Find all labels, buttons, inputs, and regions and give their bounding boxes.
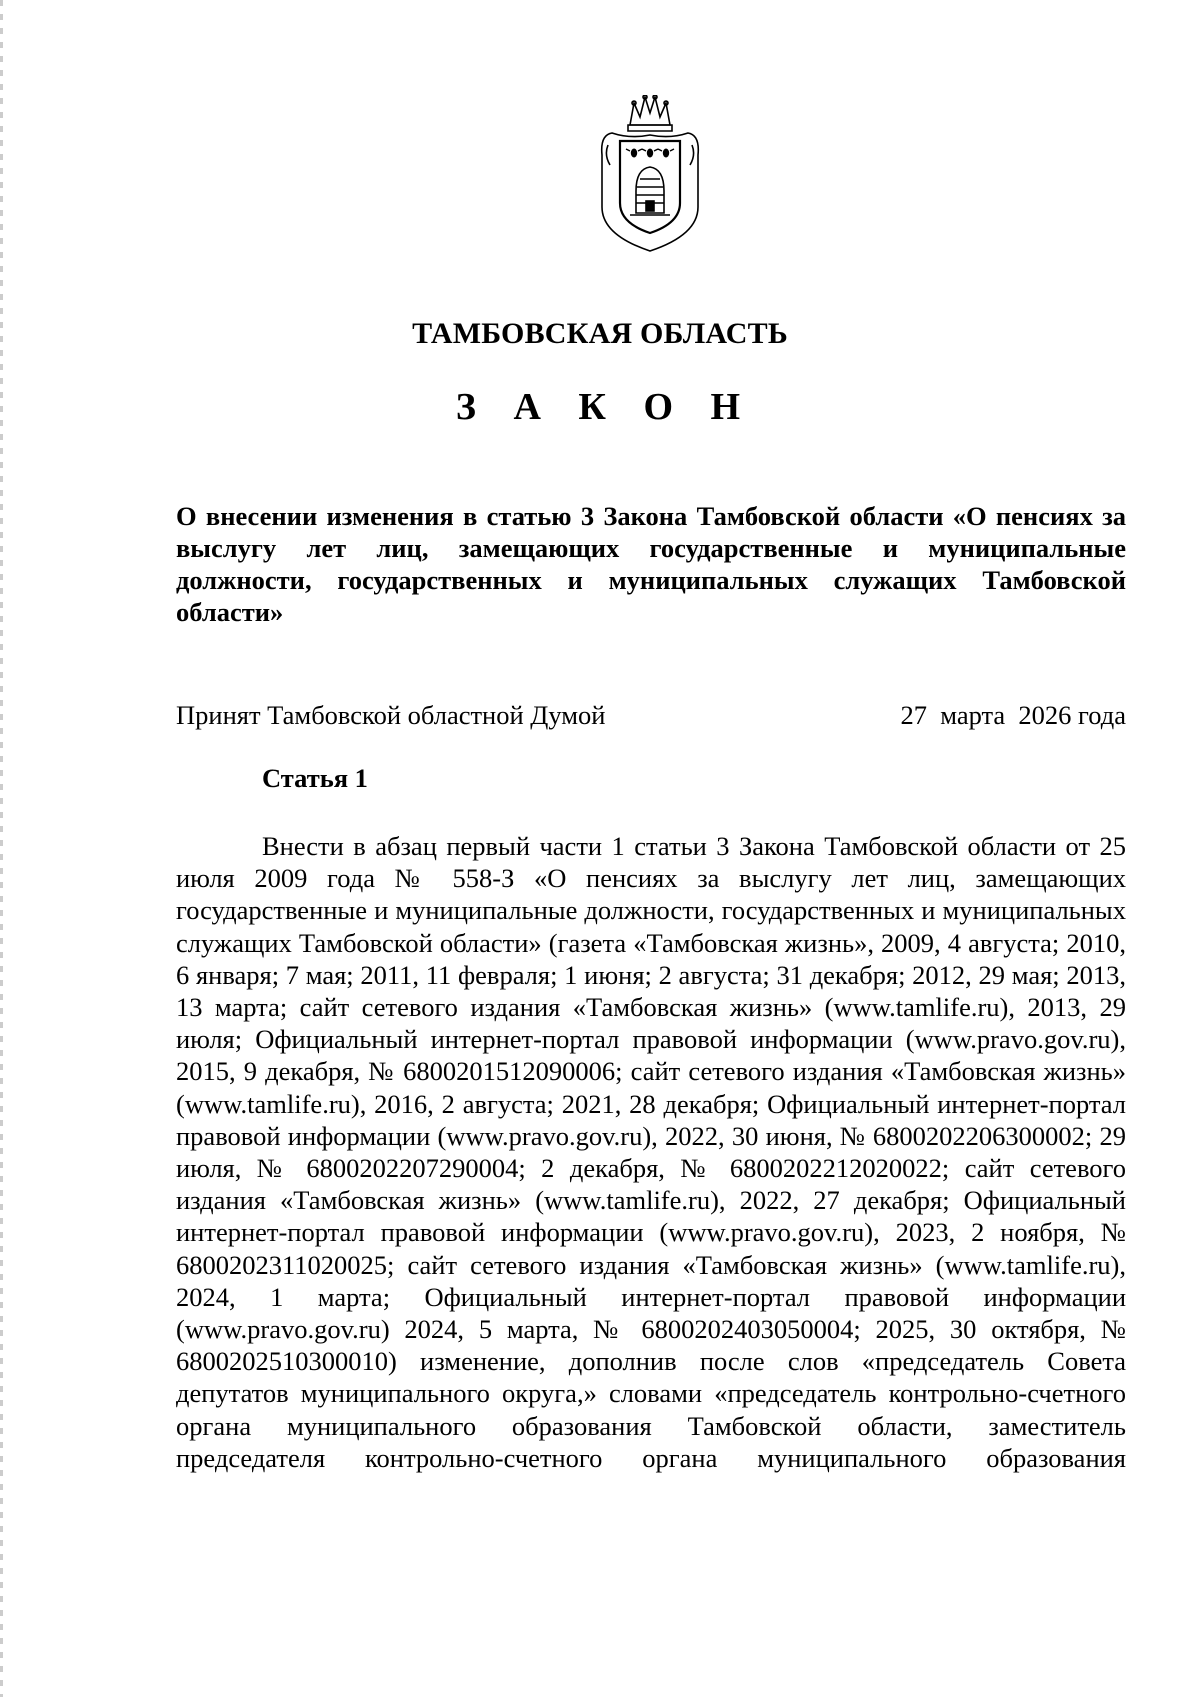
article-heading: Статья 1 <box>262 763 368 793</box>
adopted-by: Принят Тамбовской областной Думой <box>176 700 606 730</box>
law-title: О внесении изменения в статью 3 Закона Тамбовской области «О пенсиях за выслугу лет лиц, замещающих государственные и муниципальные должности, государственных и муниципальных служащих Тамбовской области» <box>176 501 1126 627</box>
adopted-date: 27 марта 2026 года <box>900 700 1126 730</box>
document-type: З А К О Н <box>455 386 755 428</box>
coat-of-arms-icon <box>590 95 710 255</box>
article-body <box>176 830 1126 1474</box>
region-name: ТАМБОВСКАЯ ОБЛАСТЬ <box>412 317 788 350</box>
article-paragraph: Внести в абзац первый части 1 статьи 3 Закона Тамбовской области от 25 июля 2009 года № 558-З «О пенсиях за выслугу лет лиц, замещающих государственные и муниципальные должности, государственных и муниципальных служащих Тамбовской области» (газета «Тамбовская жизнь», 2009, 4 августа; 2010, 6 января; 7 мая; 2011, 11 февраля; 1 июня; 2 августа; 31 декабря; 2012, 29 мая; 2013, 13 марта; сайт сетевого издания «Тамбовская жизнь» (www.tamlife.ru), 2013, 29 июля; Официальный интернет-портал правовой информации (www.pravo.gov.ru), 2015, 9 декабря, № 6800201512090006; сайт сетевого издания «Тамбовская жизнь» (www.tamlife.ru), 2016, 2 августа; 2021, 28 декабря; Официальный интернет-портал правовой информации (www.pravo.gov.ru), 2022, 30 июня, № 6800202206300002; 29 июля, № 6800202207290004; 2 декабря, № 6800202212020022; сайт сетевого издания «Тамбовская жизнь» (www.tamlife.ru), 2022, 27 декабря; Официальный интернет-портал правовой информации (www.pravo.gov.ru), 2023, 2 ноября, № 6800202311020025; сайт сетевого издания «Тамбовская жизнь» (www.tamlife.ru), 2024, 1 марта; Официальный интернет-портал правовой информации (www.pravo.gov.ru) 2024, 5 марта, № 6800202403050004; 2025, 30 октября, № 6800202510300010) изменение, дополнив после слов «председатель Совета депутатов муниципального округа,» словами «председатель контрольно-счетного органа муниципального образования Тамбовской области, заместитель председателя контрольно-счетного органа муниципального образования <box>176 831 1126 1473</box>
scan-edge <box>0 0 3 1697</box>
